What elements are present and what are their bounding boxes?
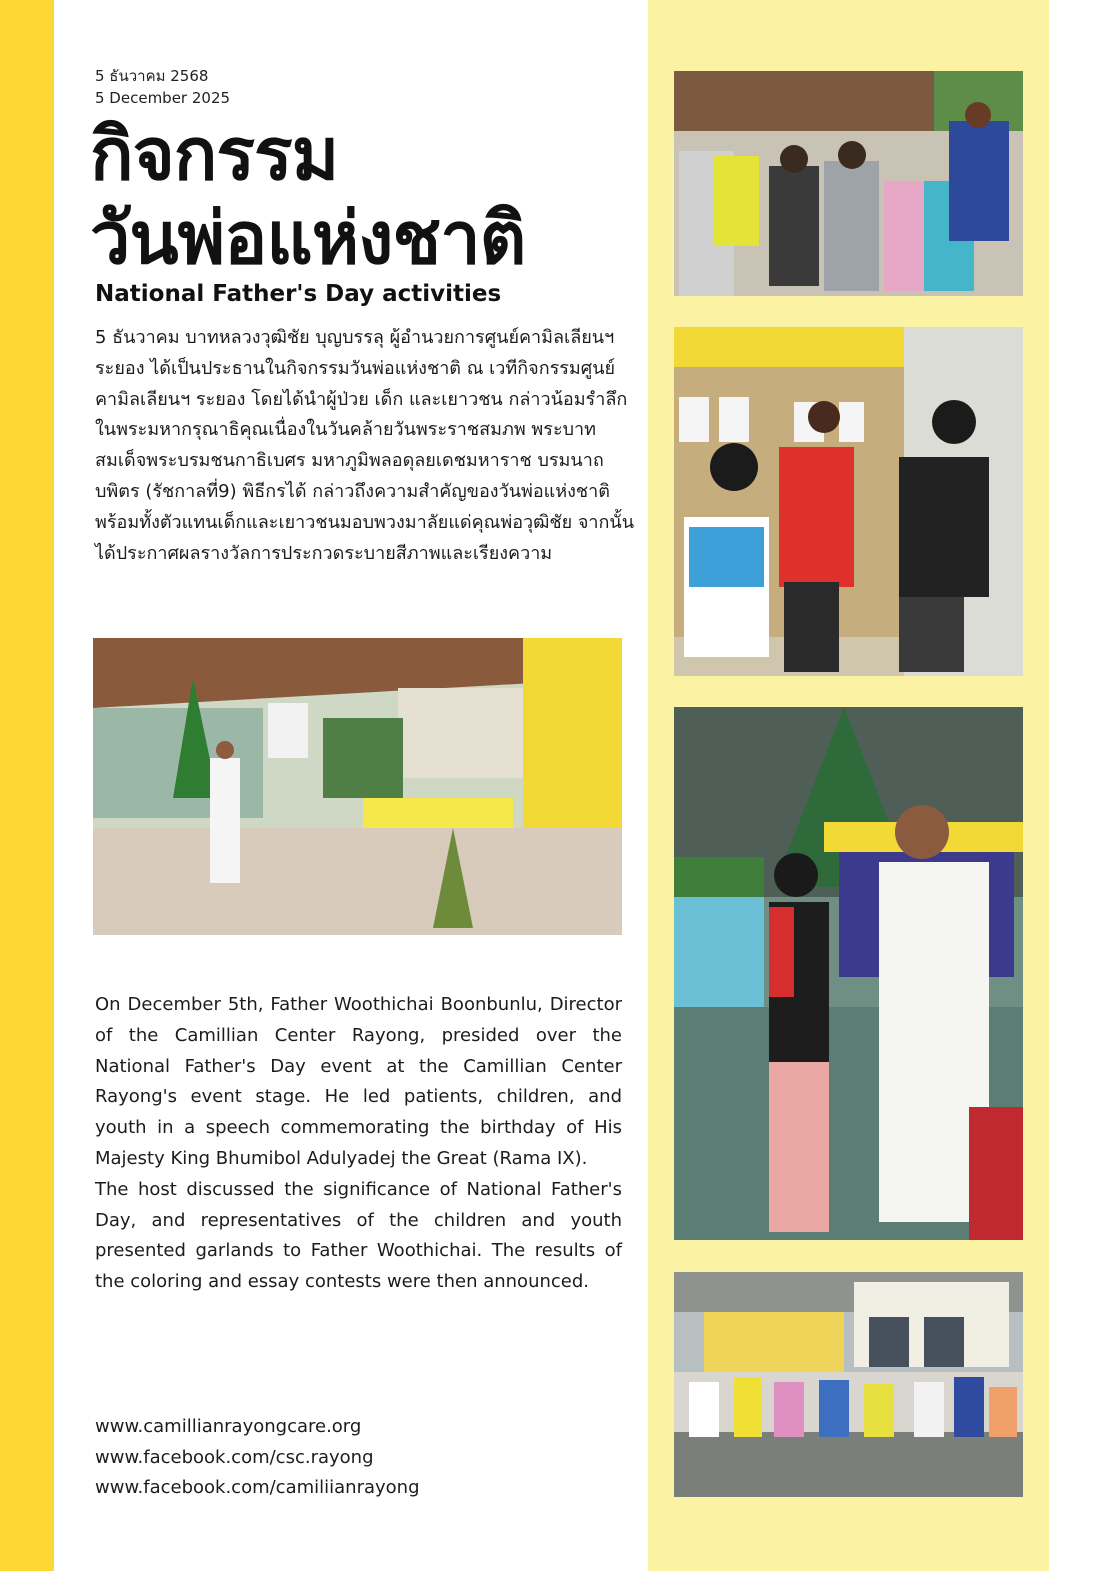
- garland-presentation-photo: [674, 707, 1023, 1240]
- english-paragraph-2: The host discussed the significance of National Father's Day, and representatives of the children and youth presented garlands to Father Woothichai. The results of the coloring and essay contests were then announced.: [95, 1178, 622, 1293]
- date-thai: 5 ธันวาคม 2568: [95, 67, 209, 85]
- page-title-thai: [90, 112, 630, 280]
- title-line-2: วันพ่อแห่งชาติ: [90, 196, 526, 280]
- title-line-1: กิจกรรม: [90, 112, 339, 196]
- event-stage-photo: [93, 638, 622, 935]
- footer-links: [95, 1412, 420, 1504]
- coloring-contest-photo: [674, 327, 1023, 676]
- right-margin: [1049, 0, 1111, 1571]
- left-accent-bar: [0, 0, 54, 1571]
- facebook-link-camillian[interactable]: www.facebook.com/camiliianrayong: [95, 1477, 420, 1498]
- facebook-link-csc[interactable]: www.facebook.com/csc.rayong: [95, 1446, 374, 1468]
- website-link[interactable]: www.camillianrayongcare.org: [95, 1416, 362, 1437]
- article-body-english: [95, 990, 622, 1298]
- page-title-english: National Father's Day activities: [95, 281, 502, 307]
- date-english: 5 December 2025: [95, 89, 231, 107]
- article-body-thai: 5 ธันวาคม บาทหลวงวุฒิชัย บุญบรรลุ ผู้อำนวยการศูนย์คามิลเลียนฯ ระยอง ได้เป็นประธานในกิจกรรมวันพ่อแห่งชาติ ณ เวทีกิจกรรมศูนย์คามิลเลียนฯ ระยอง โดยได้นำผู้ป่วย เด็ก และเยาวชน กล่าวน้อมรำลึกในพระมหากรุณาธิคุณเนื่องในวันคล้ายวันพระราชสมภพ พระบาทสมเด็จพระบรมชนกาธิเบศร มหาภูมิพลอดุลยเดชมหาราช บรมนาถบพิตร (รัชกาลที่9) พิธีกรได้ กล่าวถึงความสำคัญของวันพ่อแห่งชาติ พร้อมทั้งตัวแทนเด็กและเยาวชนมอบพวงมาลัยแด่คุณพ่อวุฒิชัย จากนั้นได้ประกาศผลรางวัลการประกวดระบายสีภาพและเรียงความ: [95, 327, 635, 564]
- children-reading-photo: [674, 71, 1023, 296]
- english-paragraph-1: On December 5th, Father Woothichai Boonbunlu, Director of the Camillian Center Rayong, presided over the National Father's Day event at the Camillian Center Rayong's event stage. He led patients, children, and youth in a speech commemorating the birthday of His Majesty King Bhumibol Adulyadej the Great (Rama IX).: [95, 994, 622, 1169]
- group-gathering-photo: [674, 1272, 1023, 1497]
